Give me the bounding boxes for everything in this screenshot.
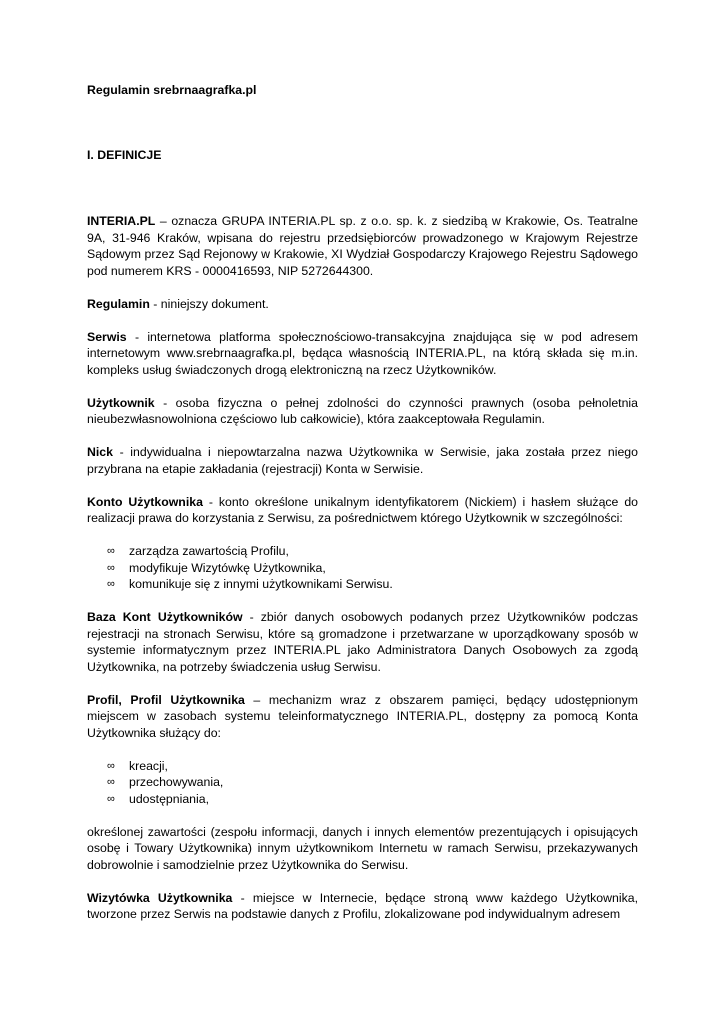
konto-bullet-list: [87, 543, 638, 593]
definition-term: INTERIA.PL: [87, 214, 156, 228]
definition-term: Użytkownik: [87, 395, 155, 410]
profil-bullet-list: [87, 758, 638, 808]
definition-text: - internetowa platforma społecznościowo-transakcyjna znajdująca się w pod adresem internetowym www.srebrnaagrafka.pl, będąca własnością INTERIA.PL, na którą składa się m.in. kompleks usług świadczonych drogą elektroniczną na rzecz Użytkowników.: [87, 329, 638, 377]
definition-term: Regulamin: [87, 296, 150, 311]
infinity-bullet-icon: ∞: [107, 578, 115, 590]
definition-konto-uzytkownika: [87, 494, 638, 527]
list-item-text: komunikuje się z innymi użytkownikami Serwisu.: [129, 577, 393, 591]
list-item-text: udostępniania,: [129, 791, 209, 806]
definition-text: - niniejszy dokument.: [149, 296, 269, 311]
list-item-text: zarządza zawartością Profilu,: [129, 544, 289, 558]
definition-text: - osoba fizyczna o pełnej zdolności do czynności prawnych (osoba pełnoletnia nieubezwłasnowolniona częściowo lub całkowicie), która zaakceptowała Regulamin.: [87, 395, 638, 426]
definition-term: Wizytówka Użytkownika: [87, 890, 233, 905]
infinity-bullet-icon: ∞: [107, 561, 115, 574]
definition-uzytkownik: [87, 395, 638, 428]
infinity-bullet-icon: ∞: [107, 759, 115, 772]
list-item-text: modyfikuje Wizytówkę Użytkownika,: [129, 560, 326, 575]
document-content: [87, 82, 638, 923]
definition-profil: [87, 692, 638, 742]
profil-continuation-text: określonej zawartości (zespołu informacji, danych i innych elementów prezentujących i opisujących osobę i Towary Użytkownika) innym użytkownikom Internetu w ramach Serwisu, przekazywanych dobrowolnie i samodzielnie przez Użytkownika do Serwisu.: [87, 824, 638, 872]
list-item-text: kreacji,: [129, 758, 168, 773]
infinity-bullet-icon: ∞: [107, 545, 115, 557]
definition-term: Serwis: [87, 329, 127, 344]
list-item: [107, 791, 638, 808]
definition-text: - miejsce w Internecie, będące stroną www każdego Użytkownika, tworzone przez Serwis na podstawie danych z Profilu, zlokalizowane pod indywidualnym adresem: [87, 890, 639, 921]
list-item: [107, 774, 638, 791]
definition-regulamin: [87, 296, 638, 313]
list-item-text: przechowywania,: [129, 775, 224, 789]
definition-text: - indywidualna i niepowtarzalna nazwa Użytkownika w Serwisie, jaka została przez niego przybrana na etapie zakładania (rejestracji) Konta w Serwisie.: [87, 445, 638, 476]
definition-term: Konto Użytkownika: [87, 494, 203, 509]
definition-text: – mechanizm wraz z obszarem pamięci, będący udostępnionym miejscem w zasobach systemu teleinformatycznego INTERIA.PL, dostępny za pomocą Konta Użytkownika służący do:: [87, 692, 638, 740]
definition-baza-kont: [87, 609, 638, 675]
definition-term: Baza Kont Użytkowników: [87, 610, 243, 624]
definition-text: – oznacza GRUPA INTERIA.PL sp. z o.o. sp. k. z siedzibą w Krakowie, Os. Teatralne 9A, 31-946 Kraków, wpisana do rejestru przedsiębiorców prowadzonego w Krajowym Rejestrze Sądowym przez Sąd Rejonowy w Krakowie, XI Wydział Gospodarczy Krajowego Rejestru Sądowego pod numerem KRS - 0000416593, NIP 5272644300.: [87, 214, 638, 278]
document-title: Regulamin srebrnaagrafka.pl: [87, 83, 257, 97]
definition-term: Profil, Profil Użytkownika: [87, 692, 245, 707]
infinity-bullet-icon: ∞: [107, 776, 115, 788]
list-item: [107, 758, 638, 775]
list-item: [107, 543, 638, 560]
list-item: [107, 576, 638, 593]
list-item: [107, 560, 638, 577]
definition-serwis: [87, 329, 638, 379]
definition-interia: [87, 213, 638, 279]
definition-term: Nick: [87, 445, 113, 459]
definition-text: - konto określone unikalnym identyfikatorem (Nickiem) i hasłem służące do realizacji prawa do korzystania z Serwisu, za pośrednictwem którego Użytkownik w szczególności:: [87, 494, 638, 525]
section-heading: I. DEFINICJE: [87, 147, 162, 162]
definition-nick: [87, 444, 638, 477]
definition-text: - zbiór danych osobowych podanych przez Użytkowników podczas rejestracji na stronach Serwisu, które są gromadzone i przetwarzane w uporządkowany sposób w systemie informatycznym przez INTERIA.PL jako Administratora Danych Osobowych za zgodą Użytkownika, na potrzeby świadczenia usług Serwisu.: [87, 610, 639, 674]
definition-wizytowka: [87, 890, 638, 923]
infinity-bullet-icon: ∞: [107, 792, 115, 805]
